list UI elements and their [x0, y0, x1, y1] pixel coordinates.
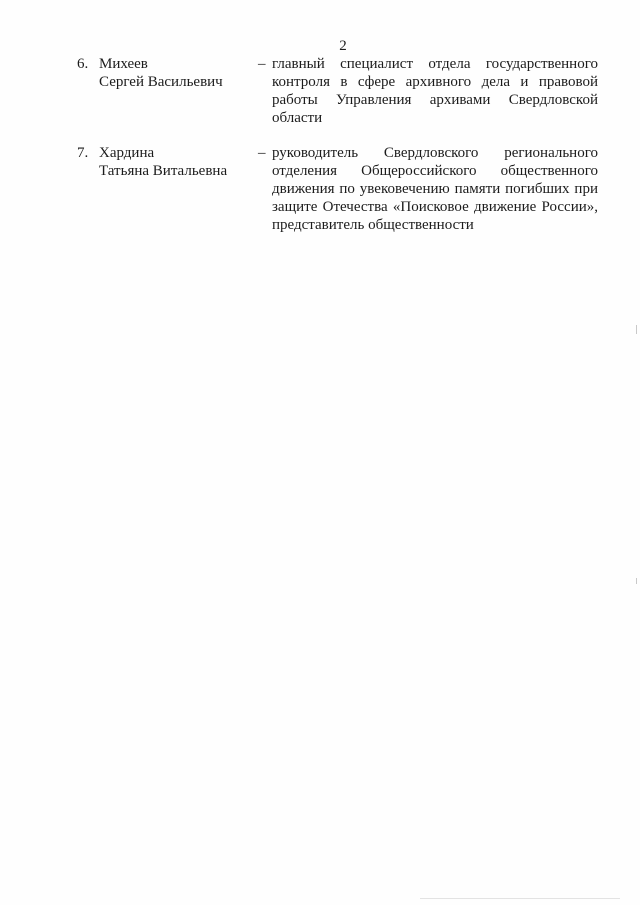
entry-dash: – — [258, 145, 266, 161]
member-surname: Хардина — [99, 145, 155, 161]
entry-dash: – — [258, 56, 266, 72]
scan-artifact — [636, 578, 637, 584]
member-surname: Михеев — [99, 56, 148, 72]
member-position: главный специалист отдела государственного контроля в сфере архивного дела и правовой работы Управления архивами Свердловской области — [272, 56, 598, 126]
member-name — [99, 55, 259, 91]
page-number: 2 — [339, 38, 347, 54]
entry-number: 6. — [77, 56, 89, 72]
scan-artifact — [636, 325, 637, 334]
member-given-names: Татьяна Витальевна — [99, 163, 228, 179]
member-given-names: Сергей Васильевич — [99, 74, 223, 90]
member-name — [99, 144, 259, 180]
member-position: руководитель Свердловского регионального отделения Общероссийского общественного движения по увековечению памяти погибших при защите Отечества «Поисковое движение России», представитель общественности — [272, 145, 598, 233]
entry-number: 7. — [77, 145, 89, 161]
scan-artifact — [420, 898, 620, 899]
